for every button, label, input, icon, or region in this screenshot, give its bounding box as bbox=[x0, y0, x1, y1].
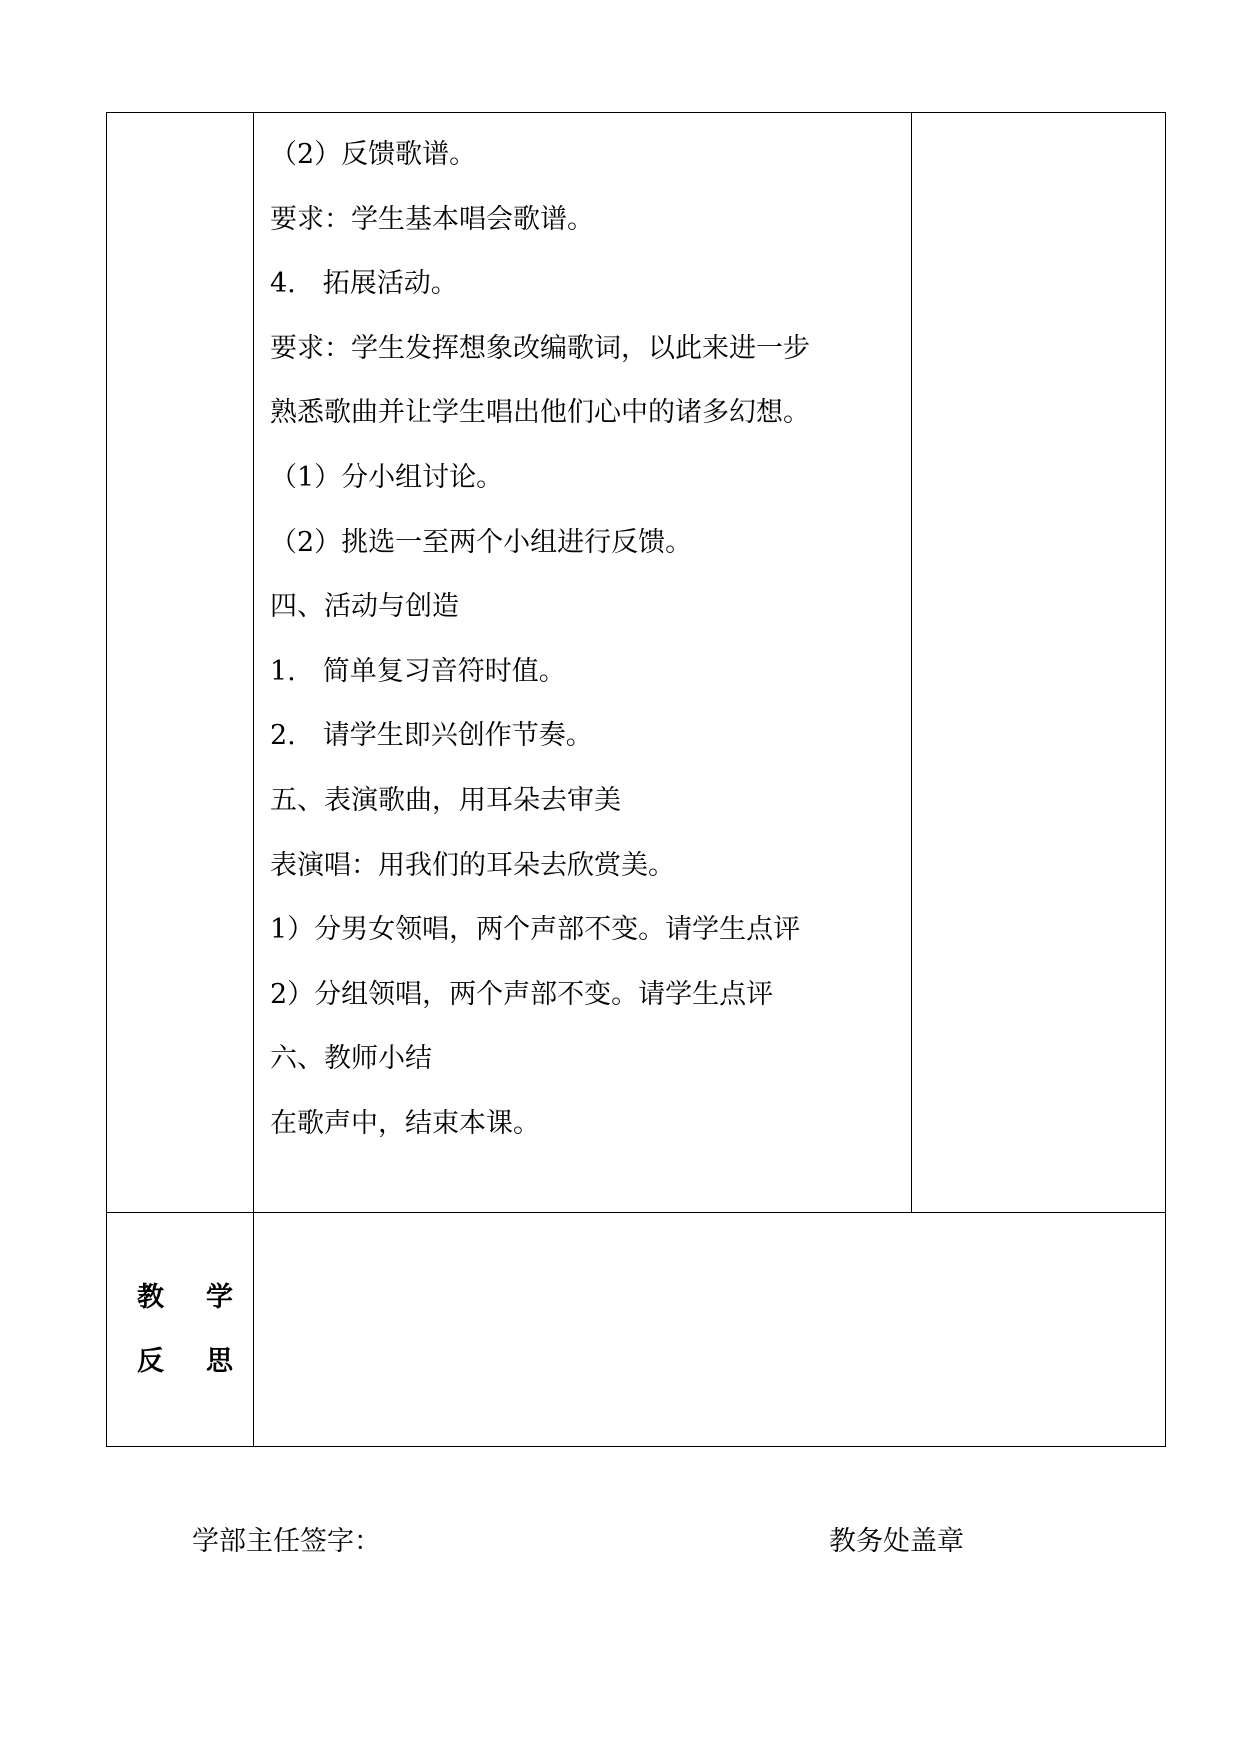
reflection-content-cell bbox=[254, 1213, 1166, 1447]
reflection-row bbox=[107, 1213, 1166, 1447]
content-line: 要求：学生发挥想象改编歌词，以此来进一步 bbox=[270, 332, 810, 364]
content-line: 六、教师小结 bbox=[270, 1043, 432, 1075]
reflection-label-line-2: 反思 bbox=[137, 1345, 275, 1377]
procedure-notes-cell bbox=[912, 113, 1166, 1213]
content-line: 4. 拓展活动。 bbox=[270, 268, 458, 300]
reflection-label-cell bbox=[107, 1213, 275, 1447]
reflection-label-line-1: 教学 bbox=[137, 1281, 275, 1313]
content-line: 在歌声中，结束本课。 bbox=[270, 1107, 540, 1139]
content-line: 要求：学生基本唱会歌谱。 bbox=[270, 203, 594, 235]
procedure-text bbox=[254, 113, 911, 1157]
content-line: 2）分组领唱，两个声部不变。请学生点评 bbox=[270, 978, 774, 1010]
procedure-content-cell bbox=[254, 113, 912, 1213]
content-line: 2. 请学生即兴创作节奏。 bbox=[270, 720, 593, 752]
content-line: 1）分男女领唱，两个声部不变。请学生点评 bbox=[270, 914, 801, 946]
content-line: （1）分小组讨论。 bbox=[270, 461, 504, 493]
content-line: 熟悉歌曲并让学生唱出他们心中的诸多幻想。 bbox=[270, 397, 810, 429]
content-line: 五、表演歌曲，用耳朵去审美 bbox=[270, 784, 621, 816]
director-signature-label: 学部主任签字： bbox=[192, 1526, 381, 1557]
content-line: 1. 简单复习音符时值。 bbox=[270, 655, 566, 687]
content-line: （2）挑选一至两个小组进行反馈。 bbox=[270, 526, 693, 558]
content-line: 表演唱：用我们的耳朵去欣赏美。 bbox=[270, 849, 675, 881]
procedure-left-cell bbox=[107, 113, 254, 1213]
procedure-row bbox=[107, 113, 1166, 1213]
content-line: 四、活动与创造 bbox=[270, 591, 459, 623]
lesson-plan-table bbox=[106, 112, 1166, 1447]
office-stamp-label: 教务处盖章 bbox=[829, 1526, 964, 1557]
content-line: （2）反馈歌谱。 bbox=[270, 139, 477, 170]
